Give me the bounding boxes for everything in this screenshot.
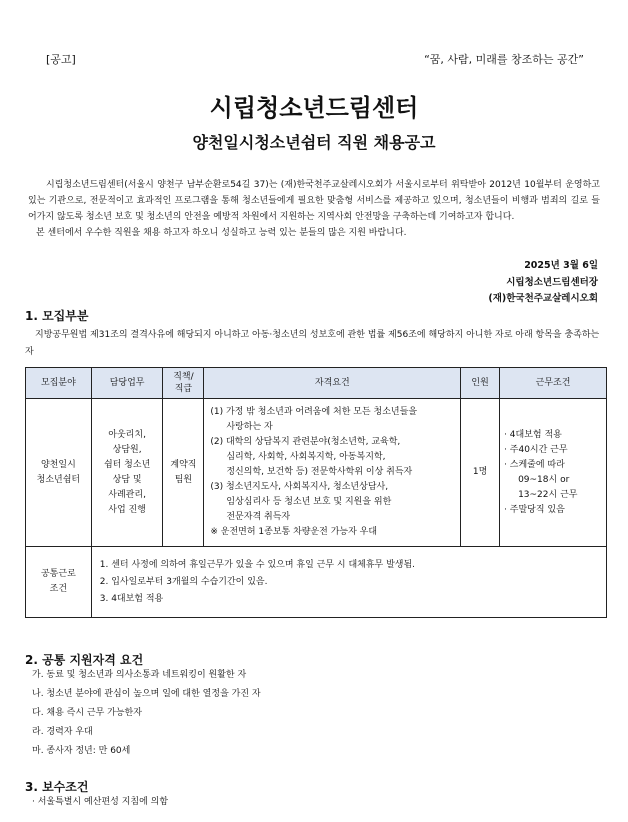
cell-conditions [500, 399, 607, 547]
condition-line: · 주40시간 근무 [504, 444, 568, 455]
qualification-line: 전문자격 취득자 [226, 512, 291, 522]
cell-field [26, 399, 92, 547]
section-2-list [32, 666, 261, 761]
duty-line: 상담원, [112, 444, 142, 455]
intro-paragraph-1: 시립청소년드림센터(서울시 양천구 남부순환로54길 37)는 (재)한국천주교살레시오회가 서울시로부터 위탁받아 2012년 10월부터 운영하고 있는 기관으로, 전문적이고 효과적인 프로그램을 통해 청소년들에게 필요한 맞춤형 서비스를 제공하고 있으며, 청소년들이 비행과 범죄의 길로 들어가지 않도록 청소년 보호 및 청소년의 안전을 예방적 차원에서 지원하는 지역사회 안전망을 구축하는데 기여하고자 합니다. [28, 180, 600, 222]
section-1-description: 지방공무원법 제31조의 결격사유에 해당되지 아니하고 아동·청소년의 성보호에 관한 법률 제56조에 해당하지 아니한 자로 아래 항목을 충족하는 자 [25, 330, 600, 357]
field-line: 양천일시 [40, 459, 76, 470]
header-rank [163, 368, 204, 399]
list-item: 다. 채용 즉시 근무 가능한자 [32, 708, 142, 718]
section-1-title: 1. 모집부분 [25, 309, 89, 323]
rank-line: 계약직 [170, 459, 197, 470]
duty-line: 사업 진행 [108, 504, 146, 515]
list-item: 가. 동료 및 청소년과 의사소통과 네트워킹이 원활한 자 [32, 670, 247, 680]
header-conditions: 근무조건 [500, 368, 607, 399]
notice-date: 2025년 3월 6일 [524, 260, 598, 271]
cell-common-label [26, 547, 92, 618]
signature-director: 시립청소년드림센터장 [506, 277, 598, 288]
table-header-row [26, 368, 607, 399]
cell-rank [163, 399, 204, 547]
signature-organization: (재)한국천주교살레시오회 [488, 293, 598, 304]
field-line: 청소년쉼터 [36, 474, 81, 485]
condition-line: · 스케줄에 따라 [504, 459, 565, 470]
qualification-line: (1) 가정 밖 청소년과 어려움에 처한 모든 청소년들을 [210, 407, 418, 417]
page-subtitle: 양천일시청소년쉼터 직원 채용공고 [192, 133, 436, 152]
qualification-line: ※ 운전면허 1종보통 차량운전 가능자 우대 [210, 527, 378, 537]
condition-line: · 4대보험 적용 [504, 429, 562, 440]
duty-line: 아웃리치, [108, 429, 146, 440]
section-2-title: 2. 공통 지원자격 요건 [25, 653, 144, 667]
table-row-common [26, 547, 607, 618]
rank-line: 팀원 [174, 474, 193, 485]
table-row [26, 399, 607, 547]
cell-common-conditions [91, 547, 606, 618]
common-condition-item: 3. 4대보험 적용 [99, 593, 164, 604]
header-field: 모집분야 [26, 368, 92, 399]
duty-line: 쉼터 청소년 [103, 459, 151, 470]
section-3-list [32, 793, 168, 812]
common-label-line: 조건 [49, 584, 68, 594]
qualification-line: 사랑하는 자 [226, 422, 273, 432]
page-title: 시립청소년드림센터 [209, 94, 419, 122]
list-item: 마. 종사자 정년: 만 60세 [32, 746, 131, 756]
header-count: 인원 [461, 368, 500, 399]
list-item: 나. 청소년 분야에 관심이 높으며 일에 대한 열정을 가진 자 [32, 689, 261, 699]
qualification-line: (3) 청소년지도사, 사회복지사, 청소년상담사, [210, 482, 389, 492]
cell-qualifications [204, 399, 461, 547]
qualification-line: (2) 대학의 상담복지 관련분야(청소년학, 교육학, [210, 437, 401, 447]
common-condition-item: 2. 입사일로부터 3개월의 수습기간이 있음. [99, 576, 268, 587]
condition-line: 13~22시 근무 [518, 489, 578, 500]
notice-tag: [공고] [46, 53, 76, 66]
qualification-line: 심리학, 사회학, 사회복지학, 아동복지학, [226, 452, 386, 462]
cell-count: 1명 [461, 399, 500, 547]
list-item: · 서울특별시 예산편성 지침에 의함 [32, 797, 169, 807]
list-item: 라. 경력자 우대 [32, 727, 93, 737]
header-duty: 담당업무 [91, 368, 163, 399]
section-3-title: 3. 보수조건 [25, 780, 89, 794]
qualification-line: 임상심리사 등 청소년 보호 및 지원을 위한 [226, 497, 392, 507]
common-condition-item: 1. 센터 사정에 의하여 휴일근무가 있을 수 있으며 휴일 근무 시 대체휴무 발생됨. [99, 559, 416, 570]
condition-line: 09~18시 or [518, 474, 570, 485]
common-label-line: 공통근로 [40, 569, 76, 579]
intro-text [28, 177, 600, 241]
qualification-line: 정신의학, 보건학 등) 전문학사학위 이상 취득자 [226, 467, 413, 477]
recruitment-table [25, 367, 607, 618]
motto: “꿈, 사람, 미래를 창조하는 공간” [424, 53, 584, 66]
duty-line: 상담 및 [112, 474, 142, 485]
intro-paragraph-2: 본 센터에서 우수한 직원을 채용 하고자 하오니 성실하고 능력 있는 분들의 많은 지원 바랍니다. [36, 228, 407, 238]
cell-duty [91, 399, 163, 547]
header-rank-line: 직책/ [173, 372, 194, 382]
duty-line: 사례관리, [108, 489, 146, 500]
header-rank-line: 직급 [174, 384, 193, 394]
condition-line: · 주말당직 있음 [504, 504, 565, 515]
header-qualifications: 자격요건 [204, 368, 461, 399]
